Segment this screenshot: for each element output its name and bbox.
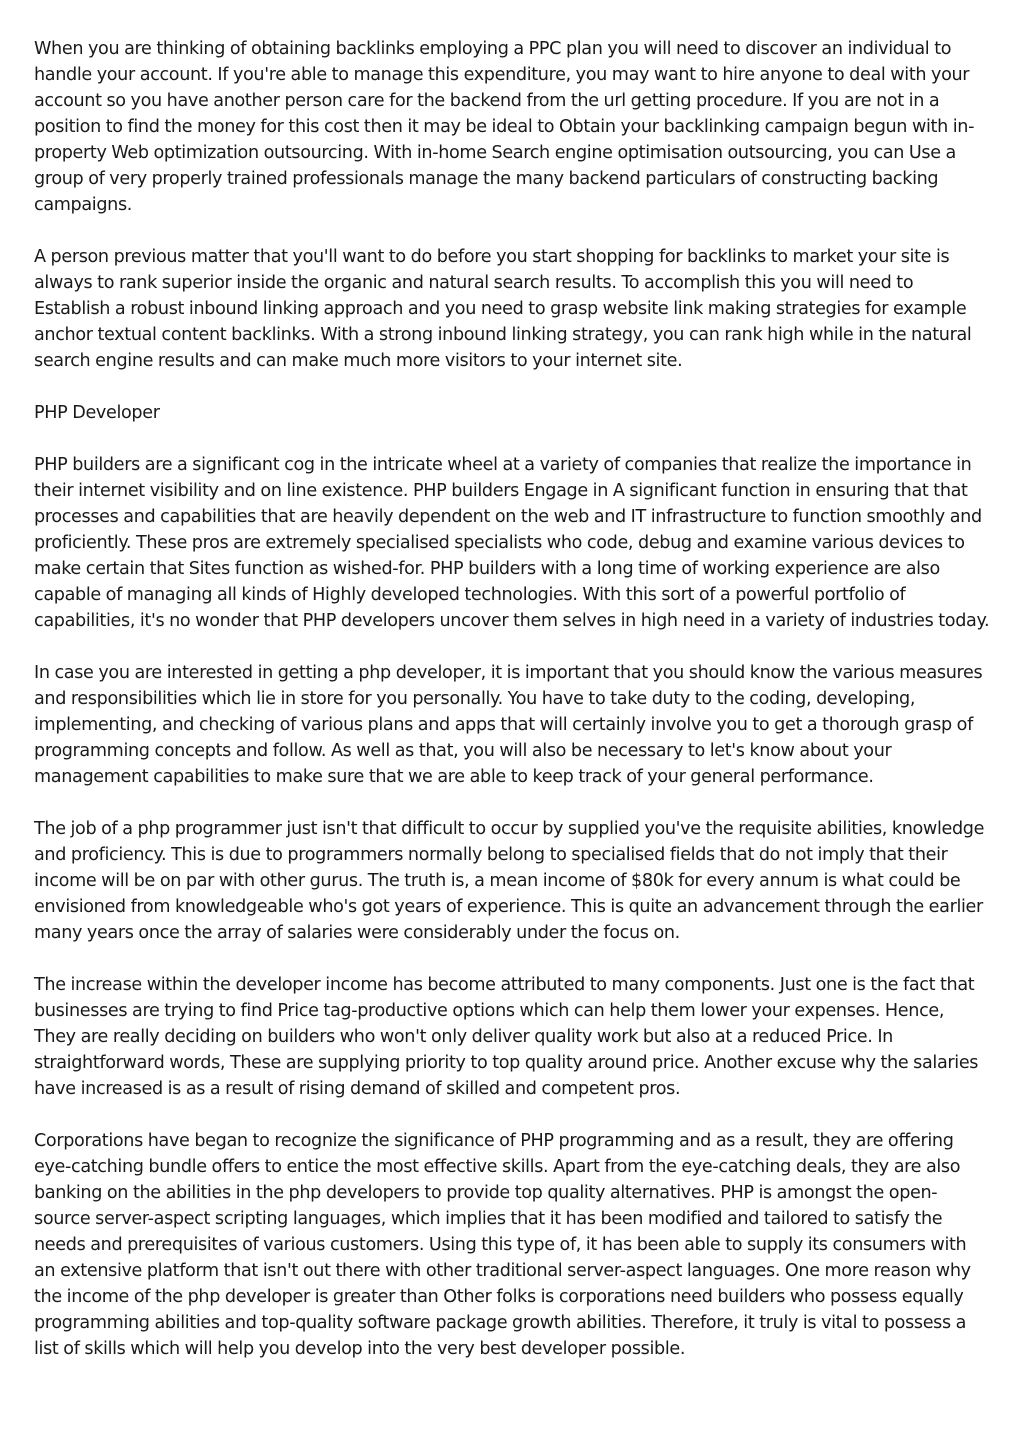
paragraph-backlinks-ppc: When you are thinking of obtaining backlinks employing a PPC plan you will need to discover an individual to handle your account. If you're able to manage this expenditure, you may want to hire anyone to deal with your account so you have another person care for the backend from the url getting procedure. If you are not in a position to find the money for this cost then it may be ideal to Obtain your backlinking campaign begun with in-property Web optimization outsourcing. With in-home Search engine optimisation outsourcing, you can Use a group of very properly trained professionals manage the many backend particulars of constructing backing campaigns. (34, 39, 975, 215)
paragraph-inbound-linking: A person previous matter that you'll want to do before you start shopping for backlinks to market your site is always to rank superior inside the organic and natural search results. To accomplish this you will need to Establish a robust inbound linking approach and you need to grasp website link making strategies for example anchor textual content backlinks. With a strong inbound linking strategy, you can rank high while in the natural search engine results and can make much more visitors to your internet site. (34, 247, 972, 371)
paragraph-php-responsibilities: In case you are interested in getting a php developer, it is important that you should know the various measures and responsibilities which lie in store for you personally. You have to take duty to the coding, developing, implementing, and checking of various plans and apps that will certainly involve you to get a thorough grasp of programming concepts and follow. As well as that, you will also be necessary to let's know about your management capabilities to make sure that we are able to keep track of your general performance. (34, 663, 983, 787)
paragraph-developer-income: The increase within the developer income has become attributed to many components. Just one is the fact that businesses are trying to find Price tag-productive options which can help them lower your expenses. Hence, They are really deciding on builders who won't only deliver quality work but also at a reduced Price. In straightforward words, These are supplying priority to top quality around price. Another excuse why the salaries have increased is as a result of rising demand of skilled and competent pros. (34, 975, 979, 1099)
section-heading-php-developer: PHP Developer (34, 403, 160, 423)
paragraph-php-programmer-job: The job of a php programmer just isn't that difficult to occur by supplied you've the requisite abilities, knowledge and proficiency. This is due to programmers normally belong to specialised fields that do not imply that their income will be on par with other gurus. The truth is, a mean income of $80k for every annum is what could be envisioned from knowledgeable who's got years of experience. This is quite an advancement through the earlier many years once the array of salaries were considerably under the focus on. (34, 819, 985, 943)
paragraph-php-builders: PHP builders are a significant cog in the intricate wheel at a variety of companies that realize the importance in their internet visibility and on line existence. PHP builders Engage in A significant function in ensuring that that processes and capabilities that are heavily dependent on the web and IT infrastructure to function smoothly and proficiently. These pros are extremely specialised specialists who code, debug and examine various devices to make certain that Sites function as wished-for. PHP builders with a long time of working experience are also capable of managing all kinds of Highly developed technologies. With this sort of a powerful portfolio of capabilities, it's no wonder that PHP developers uncover them selves in high need in a variety of industries today. (34, 455, 990, 631)
paragraph-corporations-php: Corporations have began to recognize the significance of PHP programming and as a result, they are offering eye-catching bundle offers to entice the most effective skills. Apart from the eye-catching deals, they are also banking on the abilities in the php developers to provide top quality alternatives. PHP is amongst the open-source server-aspect scripting languages, which implies that it has been modified and tailored to satisfy the needs and prerequisites of various customers. Using this type of, it has been able to supply its consumers with an extensive platform that isn't out there with other traditional server-aspect languages. One more reason why the income of the php developer is greater than Other folks is corporations need builders who possess equally programming abilities and top-quality software package growth abilities. Therefore, it truly is vital to possess a list of skills which will help you develop into the very best developer possible. (34, 1131, 971, 1359)
